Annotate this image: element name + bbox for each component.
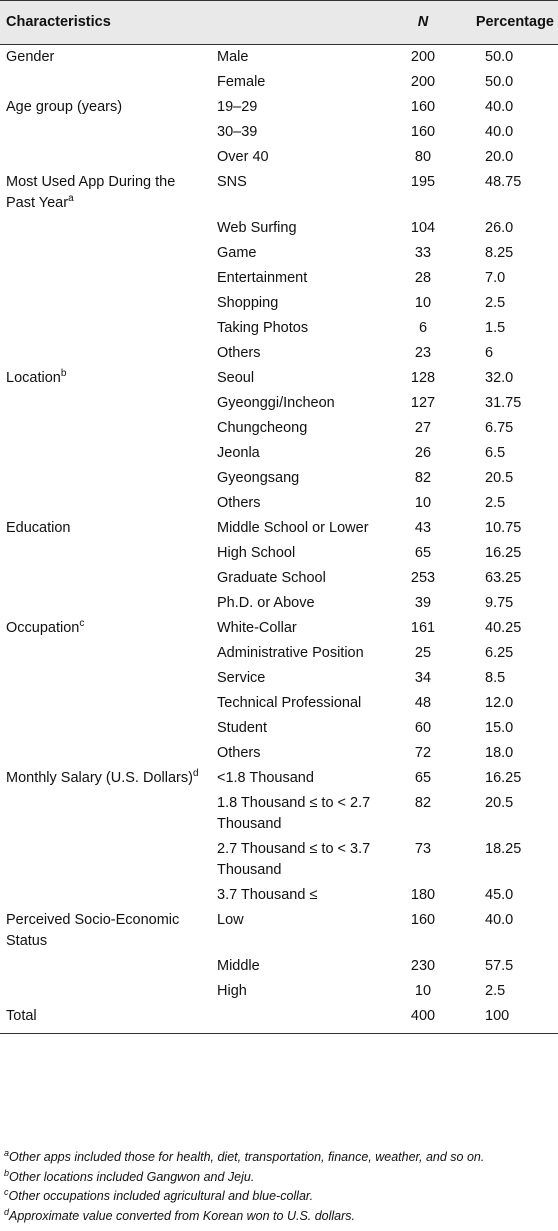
percentage-cell: 6 [485,345,494,361]
group-label: Perceived Socio-Economic Status [6,912,180,949]
n-cell: 60 [414,720,432,736]
category-cell: High [217,983,247,999]
footnote-marker: b [60,368,67,380]
category-cell: Male [217,49,249,65]
group-cell [0,883,211,908]
percentage-cell: 15.0 [485,720,514,736]
percentage-cell: 2.5 [485,983,506,999]
category-cell: SNS [217,174,247,190]
table-row [0,416,558,441]
percentage-cell: 18.0 [485,745,514,761]
n-cell: 73 [414,841,432,857]
group-cell [0,516,211,541]
category-cell: Student [217,720,267,736]
group-label: Most Used App During the Past Year [6,174,176,211]
table-row [0,145,558,170]
category-cell: Low [217,912,244,928]
group-cell [0,616,211,641]
n-cell: 23 [414,345,432,361]
n-cell: 65 [414,545,432,561]
table-row [0,566,558,591]
header-characteristics: Characteristics [6,14,111,30]
footnote-mark: a [4,1147,10,1158]
n-cell: 82 [414,470,432,486]
footnote-mark: c [4,1186,9,1197]
table-row [0,341,558,366]
percentage-cell: 1.5 [485,320,506,336]
category-cell: Web Surfing [217,220,297,236]
n-cell: 253 [410,570,436,586]
table-row [0,391,558,416]
table-row [0,441,558,466]
table-row [0,979,558,1004]
n-cell: 27 [414,420,432,436]
percentage-cell: 10.75 [485,520,522,536]
table-row [0,241,558,266]
footnotes [0,1148,558,1226]
category-cell: Gyeonggi/Incheon [217,395,335,411]
percentage-cell: 40.25 [485,620,522,636]
category-cell: 3.7 Thousand ≤ [217,887,318,903]
table-row [0,791,558,837]
total-row [0,1004,558,1034]
group-cell [0,954,211,979]
n-cell: 43 [414,520,432,536]
group-cell [0,691,211,716]
group-cell [0,416,211,441]
category-cell: <1.8 Thousand [217,770,314,786]
footnote-text: Other locations included Gangwon and Jeju. [9,1169,255,1184]
n-cell: 400 [383,1004,461,1034]
table-row [0,466,558,491]
group-label: Total [6,1008,37,1024]
percentage-cell: 57.5 [485,958,514,974]
table-row [0,491,558,516]
group-cell [0,716,211,741]
n-cell: 80 [414,149,432,165]
table-row [0,691,558,716]
table-row [0,837,558,883]
category-cell: Service [217,670,266,686]
table-row [0,541,558,566]
table-row [0,366,558,391]
group-cell [0,145,211,170]
header-n: N [417,14,429,30]
footnote [4,1148,558,1168]
percentage-cell: 6.5 [485,445,506,461]
n-cell: 200 [410,74,436,90]
group-cell [0,791,211,837]
footnote [4,1168,558,1188]
table-row [0,883,558,908]
percentage-cell: 26.0 [485,220,514,236]
group-cell [0,70,211,95]
group-cell [0,766,211,791]
footnote-text: Approximate value converted from Korean won to U.S. dollars. [9,1208,356,1223]
n-cell: 10 [414,495,432,511]
group-cell [0,1004,211,1034]
percentage-cell: 9.75 [485,595,514,611]
n-cell: 160 [410,99,436,115]
percentage-cell: 63.25 [485,570,522,586]
group-cell [0,266,211,291]
category-cell: Gyeongsang [217,470,300,486]
percentage-cell: 40.0 [485,912,514,928]
n-cell: 72 [414,745,432,761]
group-cell [0,366,211,391]
percentage-cell: 20.5 [485,470,514,486]
table-row [0,954,558,979]
table-row [0,45,558,71]
percentage-cell: 2.5 [485,495,506,511]
n-cell: 230 [410,958,436,974]
table-row [0,716,558,741]
table-row [0,216,558,241]
group-label: Occupation [6,620,80,636]
table-row [0,70,558,95]
group-cell [0,291,211,316]
n-cell: 33 [414,245,432,261]
table-row [0,766,558,791]
n-cell: 160 [410,912,436,928]
n-cell: 195 [410,174,436,190]
footnote [4,1207,558,1227]
percentage-cell: 2.5 [485,295,506,311]
table-row [0,170,558,216]
group-cell [0,837,211,883]
category-cell: Jeonla [217,445,260,461]
n-cell: 161 [410,620,436,636]
category-cell: 19–29 [217,99,258,115]
percentage-cell: 40.0 [485,124,514,140]
percentage-cell: 12.0 [485,695,514,711]
percentage-cell: 6.75 [485,420,514,436]
percentage-cell: 20.5 [485,795,514,811]
n-cell: 26 [414,445,432,461]
percentage-cell: 16.25 [485,770,522,786]
footnote-mark: d [4,1206,10,1217]
percentage-cell: 50.0 [485,74,514,90]
group-cell [0,216,211,241]
percentage-cell: 40.0 [485,99,514,115]
table-header [0,1,558,45]
category-cell: Middle [217,958,260,974]
group-cell [0,741,211,766]
group-cell [0,45,211,71]
group-cell [0,641,211,666]
percentage-cell: 100 [461,1004,558,1034]
n-cell: 34 [414,670,432,686]
category-cell: Graduate School [217,570,326,586]
footnote-text: Other apps included those for health, diet, transportation, finance, weather, and so on. [9,1150,485,1164]
percentage-cell: 31.75 [485,395,522,411]
table-row [0,120,558,145]
footnote-marker: a [68,193,74,205]
group-cell [0,95,211,120]
n-cell: 160 [410,124,436,140]
group-cell [0,591,211,616]
group-cell [0,316,211,341]
category-cell: Entertainment [217,270,308,286]
group-cell [0,170,211,216]
category-cell: 2.7 Thousand ≤ to < 3.7 Thousand [217,841,371,878]
n-cell: 25 [414,645,432,661]
footnote-mark: b [4,1167,10,1178]
category-cell: Middle School or Lower [217,520,369,536]
group-label: Location [6,370,61,386]
percentage-cell: 50.0 [485,49,514,65]
table-row [0,666,558,691]
n-cell: 10 [414,983,432,999]
n-cell: 65 [414,770,432,786]
percentage-cell: 45.0 [485,887,514,903]
footnote-text: Other occupations included agricultural and blue-collar. [8,1189,314,1203]
n-cell: 10 [414,295,432,311]
group-cell [0,908,211,954]
n-cell: 39 [414,595,432,611]
table-row [0,616,558,641]
footnote [4,1187,558,1207]
category-cell: Others [217,345,261,361]
n-cell: 200 [410,49,436,65]
group-cell [0,491,211,516]
n-cell: 127 [410,395,436,411]
n-cell: 6 [418,320,428,336]
category-cell: Game [217,245,257,261]
category-cell: Taking Photos [217,320,309,336]
table-row [0,316,558,341]
category-cell: Ph.D. or Above [217,595,315,611]
category-cell: 30–39 [217,124,258,140]
percentage-cell: 32.0 [485,370,514,386]
percentage-cell: 16.25 [485,545,522,561]
percentage-cell: 8.5 [485,670,506,686]
category-cell [211,1004,383,1034]
group-label: Age group (years) [6,99,123,115]
percentage-cell: 7.0 [485,270,506,286]
group-label: Monthly Salary (U.S. Dollars) [6,770,193,786]
category-cell: Female [217,74,266,90]
category-cell: Others [217,745,261,761]
group-label: Gender [6,49,55,65]
group-cell [0,341,211,366]
n-cell: 104 [410,220,436,236]
percentage-cell: 18.25 [485,841,522,857]
group-cell [0,466,211,491]
table-row [0,908,558,954]
category-cell: Administrative Position [217,645,364,661]
table-row [0,291,558,316]
table-row [0,741,558,766]
group-cell [0,241,211,266]
n-cell: 82 [414,795,432,811]
footnote-marker: c [79,618,85,630]
n-cell: 180 [410,887,436,903]
percentage-cell: 20.0 [485,149,514,165]
group-cell [0,979,211,1004]
n-cell: 128 [410,370,436,386]
percentage-cell: 48.75 [485,174,522,190]
table-row [0,591,558,616]
category-cell: Shopping [217,295,279,311]
group-cell [0,666,211,691]
group-cell [0,541,211,566]
group-cell [0,120,211,145]
header-row [0,1,558,45]
category-cell: Others [217,495,261,511]
header-category [211,1,383,45]
group-cell [0,566,211,591]
category-cell: Technical Professional [217,695,362,711]
category-cell: 1.8 Thousand ≤ to < 2.7 Thousand [217,795,371,832]
group-label: Education [6,520,71,536]
n-cell: 28 [414,270,432,286]
header-percentage: Percentage [475,14,554,30]
percentage-cell: 8.25 [485,245,514,261]
table-row [0,516,558,541]
category-cell: Seoul [217,370,255,386]
n-cell: 48 [414,695,432,711]
category-cell: Over 40 [217,149,269,165]
group-cell [0,391,211,416]
group-cell [0,441,211,466]
table-body [0,45,558,1034]
footnote-marker: d [192,768,199,780]
category-cell: White-Collar [217,620,297,636]
percentage-cell: 6.25 [485,645,514,661]
category-cell: Chungcheong [217,420,308,436]
table-row [0,266,558,291]
table-row [0,95,558,120]
table-row [0,641,558,666]
category-cell: High School [217,545,296,561]
